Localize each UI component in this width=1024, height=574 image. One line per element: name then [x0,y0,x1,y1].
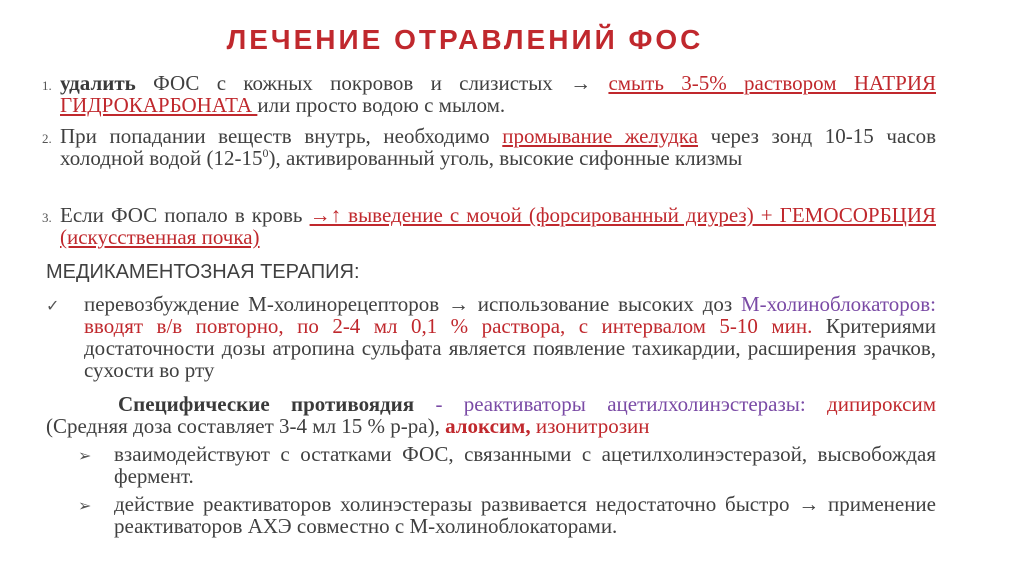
antidotes-red-bold: алоксим, [445,414,531,438]
antidotes-paragraph [46,393,936,437]
item-text: ), активированный уголь, высокие сифонные клизмы [268,146,743,170]
item-text: или просто водою с мылом. [257,93,506,117]
checkmark-icon: ✓ [46,296,60,315]
medication-text [84,293,936,381]
sub-list-item: взаимодействуют с остатками ФОС, связанными с ацетилхолинэстеразой, высвобождая фермент. [114,442,936,488]
arrow-bullet-icon: ➢ [78,446,92,465]
superscript: 0 [262,146,269,160]
list-item [60,204,936,248]
item-text: При попадании веществ внутрь, необходимо [60,124,503,148]
list-item [60,125,936,169]
med-red: вводят в/в повторно, по 2-4 мл 0,1 % раствора, с интервалом 5-10 мин. [84,314,813,338]
med-text: перевозбуждение М-холинорецепторов → использование высоких доз [84,292,741,316]
med-text: Критериями достаточности дозы атропина сульфата является появление тахикардии, расширения зрачков, сухости во рту [84,314,937,382]
antidotes-purple: реактиваторы ацетилхолинэстеразы: [463,392,806,416]
antidotes-red: дипироксим [805,392,936,416]
item-bold-text: удалить [60,71,136,95]
page-title: ЛЕЧЕНИЕ ОТРАВЛЕНИЙ ФОС [226,24,704,55]
antidotes-dash: - [414,392,464,416]
list-item [60,72,936,116]
item-number: 1. [42,78,52,93]
item-number: 2. [42,131,52,146]
item-highlight: смыть 3-5% раствором НАТРИЯ ГИДРОКАРБОНАТА [60,71,936,117]
item-text: Если ФОС попало в кровь [60,203,310,227]
med-purple: М-холиноблокаторов: [741,292,936,316]
item-highlight: промывание желудка [502,124,699,148]
antidotes-red: изонитрозин [530,414,650,438]
item-text: ФОС с кожных покровов и слизистых → [135,71,609,95]
arrow-bullet-icon: ➢ [78,496,92,515]
sub-list-item: действие реактиваторов холинэстеразы развивается недостаточно быстро → применение реактиваторов АХЭ совместно с М-холиноблокаторами. [114,492,936,538]
item-highlight: →↑ выведение с мочой (форсированный диурез) + ГЕМОСОРБЦИЯ (искусственная почка) [60,203,936,249]
item-text: через зонд 10-15 часов холодной водой (12-15 [60,124,936,170]
antidotes-text: (Средняя доза составляет 3-4 мл 15 % р-ра), [46,414,446,438]
item-number: 3. [42,210,52,225]
antidotes-bold: Специфические противоядия [118,392,415,416]
section-heading: МЕДИКАМЕНТОЗНАЯ ТЕРАПИЯ: [46,261,360,283]
